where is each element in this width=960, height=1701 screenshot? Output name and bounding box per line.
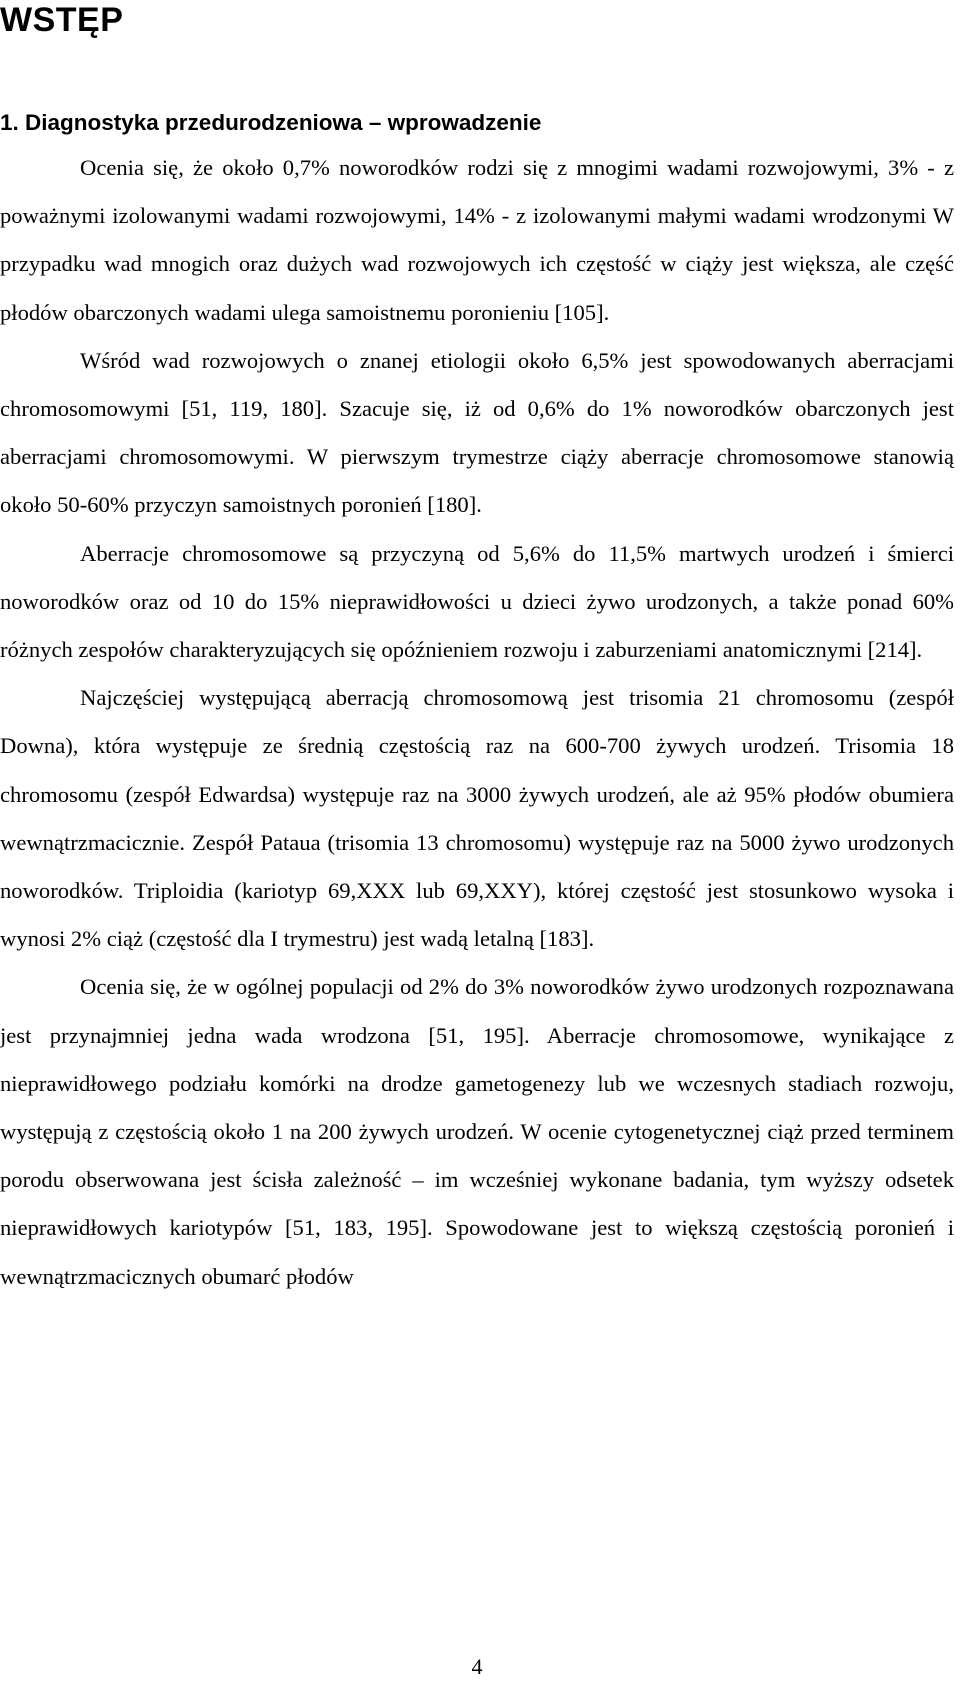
section-title: 1. Diagnostyka przedurodzeniowa – wprowadzenie: [0, 110, 542, 135]
paragraph: Najczęściej występującą aberracją chromosomową jest trisomia 21 chromosomu (zespół Downa), która występuje ze średnią częstością raz na 600-700 żywych urodzeń. Trisomia 18 chromosomu (zespół Edwardsa) występuje raz na 3000 żywych urodzeń, ale aż 95% płodów obumiera wewnątrzmacicznie. Zespół Pataua (trisomia 13 chromosomu) występuje raz na 5000 żywo urodzonych noworodków. Triploidia (kariotyp 69,XXX lub 69,XXY), której częstość jest stosunkowo wysoka i wynosi 2% ciąż (częstość dla I trymestru) jest wadą letalną [183].: [0, 685, 954, 952]
body-text: [0, 144, 954, 1301]
paragraph: Ocenia się, że w ogólnej populacji od 2% do 3% noworodków żywo urodzonych rozpoznawana jest przynajmniej jedna wada wrodzona [51, 195]. Aberracje chromosomowe, wynikające z nieprawidłowego podziału komórki na drodze gametogenezy lub we wczesnych stadiach rozwoju, występują z częstością około 1 na 200 żywych urodzeń. W ocenie cytogenetycznej ciąż przed terminem porodu obserwowana jest ścisła zależność – im wcześniej wykonane badania, tym wyższy odsetek nieprawidłowych kariotypów [51, 183, 195]. Spowodowane jest to większą częstością poronień i wewnątrzmacicznych obumarć płodów: [0, 974, 954, 1289]
page-heading: WSTĘP: [0, 1, 124, 39]
paragraph: Aberracje chromosomowe są przyczyną od 5,6% do 11,5% martwych urodzeń i śmierci noworodków oraz od 10 do 15% nieprawidłowości u dzieci żywo urodzonych, a także ponad 60% różnych zespołów charakteryzujących się opóźnieniem rozwoju i zaburzeniami anatomicznymi [214].: [0, 540, 954, 663]
paragraph: Wśród wad rozwojowych o znanej etiologii około 6,5% jest spowodowanych aberracjami chromosomowymi [51, 119, 180]. Szacuje się, iż od 0,6% do 1% noworodków obarczonych jest aberracjami chromosomowymi. W pierwszym trymestrze ciąży aberracje chromosomowe stanowią około 50-60% przyczyn samoistnych poronień [180].: [0, 347, 954, 518]
paragraph: Ocenia się, że około 0,7% noworodków rodzi się z mnogimi wadami rozwojowymi, 3% - z poważnymi izolowanymi wadami rozwojowymi, 14% - z izolowanymi małymi wadami wrodzonymi W przypadku wad mnogich oraz dużych wad rozwojowych ich częstość w ciąży jest większa, ale część płodów obarczonych wadami ulega samoistnemu poronieniu [105].: [0, 155, 954, 325]
page-number: 4: [471, 1654, 483, 1679]
